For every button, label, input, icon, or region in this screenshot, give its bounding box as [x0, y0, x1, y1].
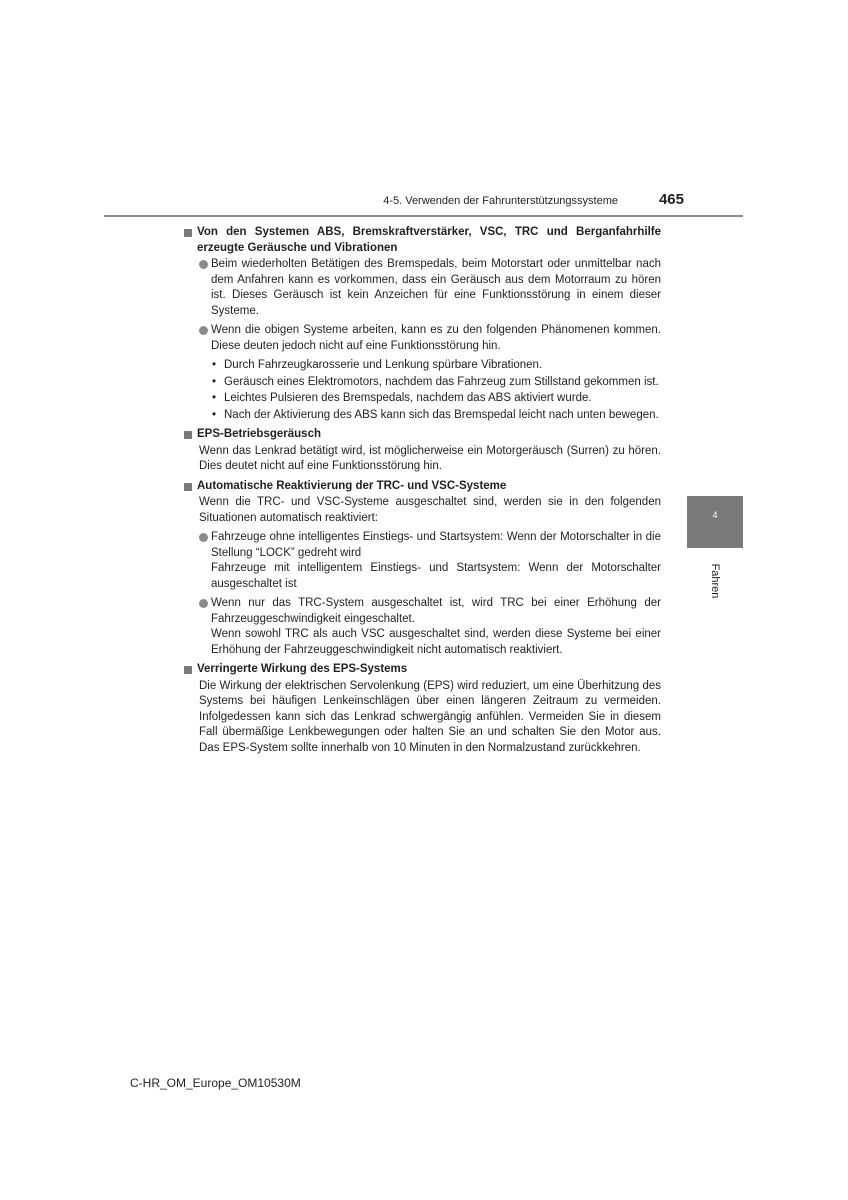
section-eps-reduced [183, 662, 661, 756]
list-item [199, 530, 661, 592]
page-number: 465 [658, 191, 684, 208]
list-item [199, 257, 661, 319]
section-heading-text: Verringerte Wirkung des EPS-Systems [197, 663, 408, 675]
sub-list-item-text: Geräusch eines Elektromotors, nachdem das Fahrzeug zum Stillstand gekommen ist. [224, 375, 659, 388]
section-heading-text: Automatische Reaktivierung der TRC- und VSC-Systeme [197, 479, 507, 492]
main-content [183, 225, 661, 760]
chapter-label: Fahren [709, 563, 721, 599]
sub-bullet-marker: • [212, 408, 217, 421]
document-code: C-HR_OM_Europe_OM10530M [130, 1076, 301, 1090]
section-title: 4-5. Verwenden der Fahrunterstützungssysteme [383, 195, 618, 207]
circle-bullet-icon [199, 533, 208, 542]
circle-bullet-icon [199, 326, 208, 335]
section-heading [183, 479, 661, 495]
list-item-text: Wenn die obigen Systeme arbeiten, kann es zu den folgenden Phänomenen kommen. Diese deuten jedoch nicht auf eine Funktionsstörung hin. [211, 324, 661, 352]
list-item [199, 323, 661, 354]
section-heading [183, 662, 661, 678]
paragraph: Die Wirkung der elektrischen Servolenkung (EPS) wird reduziert, um eine Überhitzung des Systems bei häufigen Lenkeinschlägen über einen längeren Zeitraum zu vermeiden. Infolgedessen kann sich das Lenkrad schwergängig anfühlen. Vermeiden Sie in diesem Fall übermäßige Lenkbewegungen oder halten Sie an und schalten Sie den Motor aus. Das EPS-System sollte innerhalb von 10 Minuten in den Normalzustand zurückkehren. [199, 679, 661, 754]
section-heading [183, 427, 661, 443]
sub-list-item [212, 391, 661, 407]
square-bullet-icon [184, 229, 192, 237]
sub-list-item-text: Leichtes Pulsieren des Bremspedals, nachdem das ABS aktiviert wurde. [224, 392, 592, 404]
sub-list-item [212, 375, 661, 391]
list-item [199, 596, 661, 658]
section-abs-noises [183, 225, 661, 423]
sub-list-item-text: Nach der Aktivierung des ABS kann sich das Bremspedal leicht nach unten bewegen. [224, 408, 659, 421]
circle-bullet-icon [199, 260, 208, 269]
chapter-tab[interactable] [687, 496, 743, 548]
section-heading-text: Von den Systemen ABS, Bremskraftverstärker, VSC, TRC und Berganfahrhilfe erzeugte Geräusche und Vibrationen [197, 226, 661, 254]
square-bullet-icon [184, 483, 192, 491]
paragraph: Wenn die TRC- und VSC-Systeme ausgeschaltet sind, werden sie in den folgenden Situationen automatisch reaktiviert: [199, 496, 661, 524]
circle-bullet-icon [199, 599, 208, 608]
list-item-text: Fahrzeuge mit intelligentem Einstiegs- und Startsystem: Wenn der Motorschalter ausgeschaltet ist [211, 562, 661, 590]
square-bullet-icon [184, 431, 192, 439]
sub-list-item-text: Durch Fahrzeugkarosserie und Lenkung spürbare Vibrationen. [224, 359, 543, 371]
square-bullet-icon [184, 666, 192, 674]
header-divider [104, 215, 743, 217]
section-eps-noise [183, 427, 661, 475]
section-heading-text: EPS-Betriebsgeräusch [197, 428, 321, 440]
sub-list [183, 358, 661, 423]
sub-bullet-marker: • [212, 392, 217, 404]
list-item-text: Beim wiederholten Betätigen des Bremspedals, beim Motorstart oder unmittelbar nach dem Anfahren kann es vorkommen, dass ein Geräusch aus dem Motorraum zu hören ist. Dieses Geräusch ist kein Anzeichen für eine Funktionsstörung in einem dieser Systeme. [211, 258, 661, 317]
list-item-text: Wenn nur das TRC-System ausgeschaltet ist, wird TRC bei einer Erhöhung der Fahrzeuggeschwindigkeit eingeschaltet. [211, 597, 661, 625]
section-trc-vsc-reactivation [183, 479, 661, 659]
paragraph: Wenn das Lenkrad betätigt wird, ist möglicherweise ein Motorgeräusch (Surren) zu hören. Dies deutet nicht auf eine Funktionsstörung hin. [199, 444, 661, 472]
sub-bullet-marker: • [212, 359, 217, 371]
sub-bullet-marker: • [212, 375, 217, 388]
section-heading [183, 225, 661, 256]
chapter-number: 4 [712, 510, 718, 520]
sub-list-item [212, 358, 661, 374]
list-item-text: Fahrzeuge ohne intelligentes Einstiegs- und Startsystem: Wenn der Motorschalter in die Stellung “LOCK” gedreht wird [211, 531, 661, 559]
sub-list-item [212, 408, 661, 424]
list-item-text: Wenn sowohl TRC als auch VSC ausgeschaltet sind, werden diese Systeme bei einer Erhöhung der Fahrzeuggeschwindigkeit nicht automatisch reaktiviert. [211, 628, 661, 656]
